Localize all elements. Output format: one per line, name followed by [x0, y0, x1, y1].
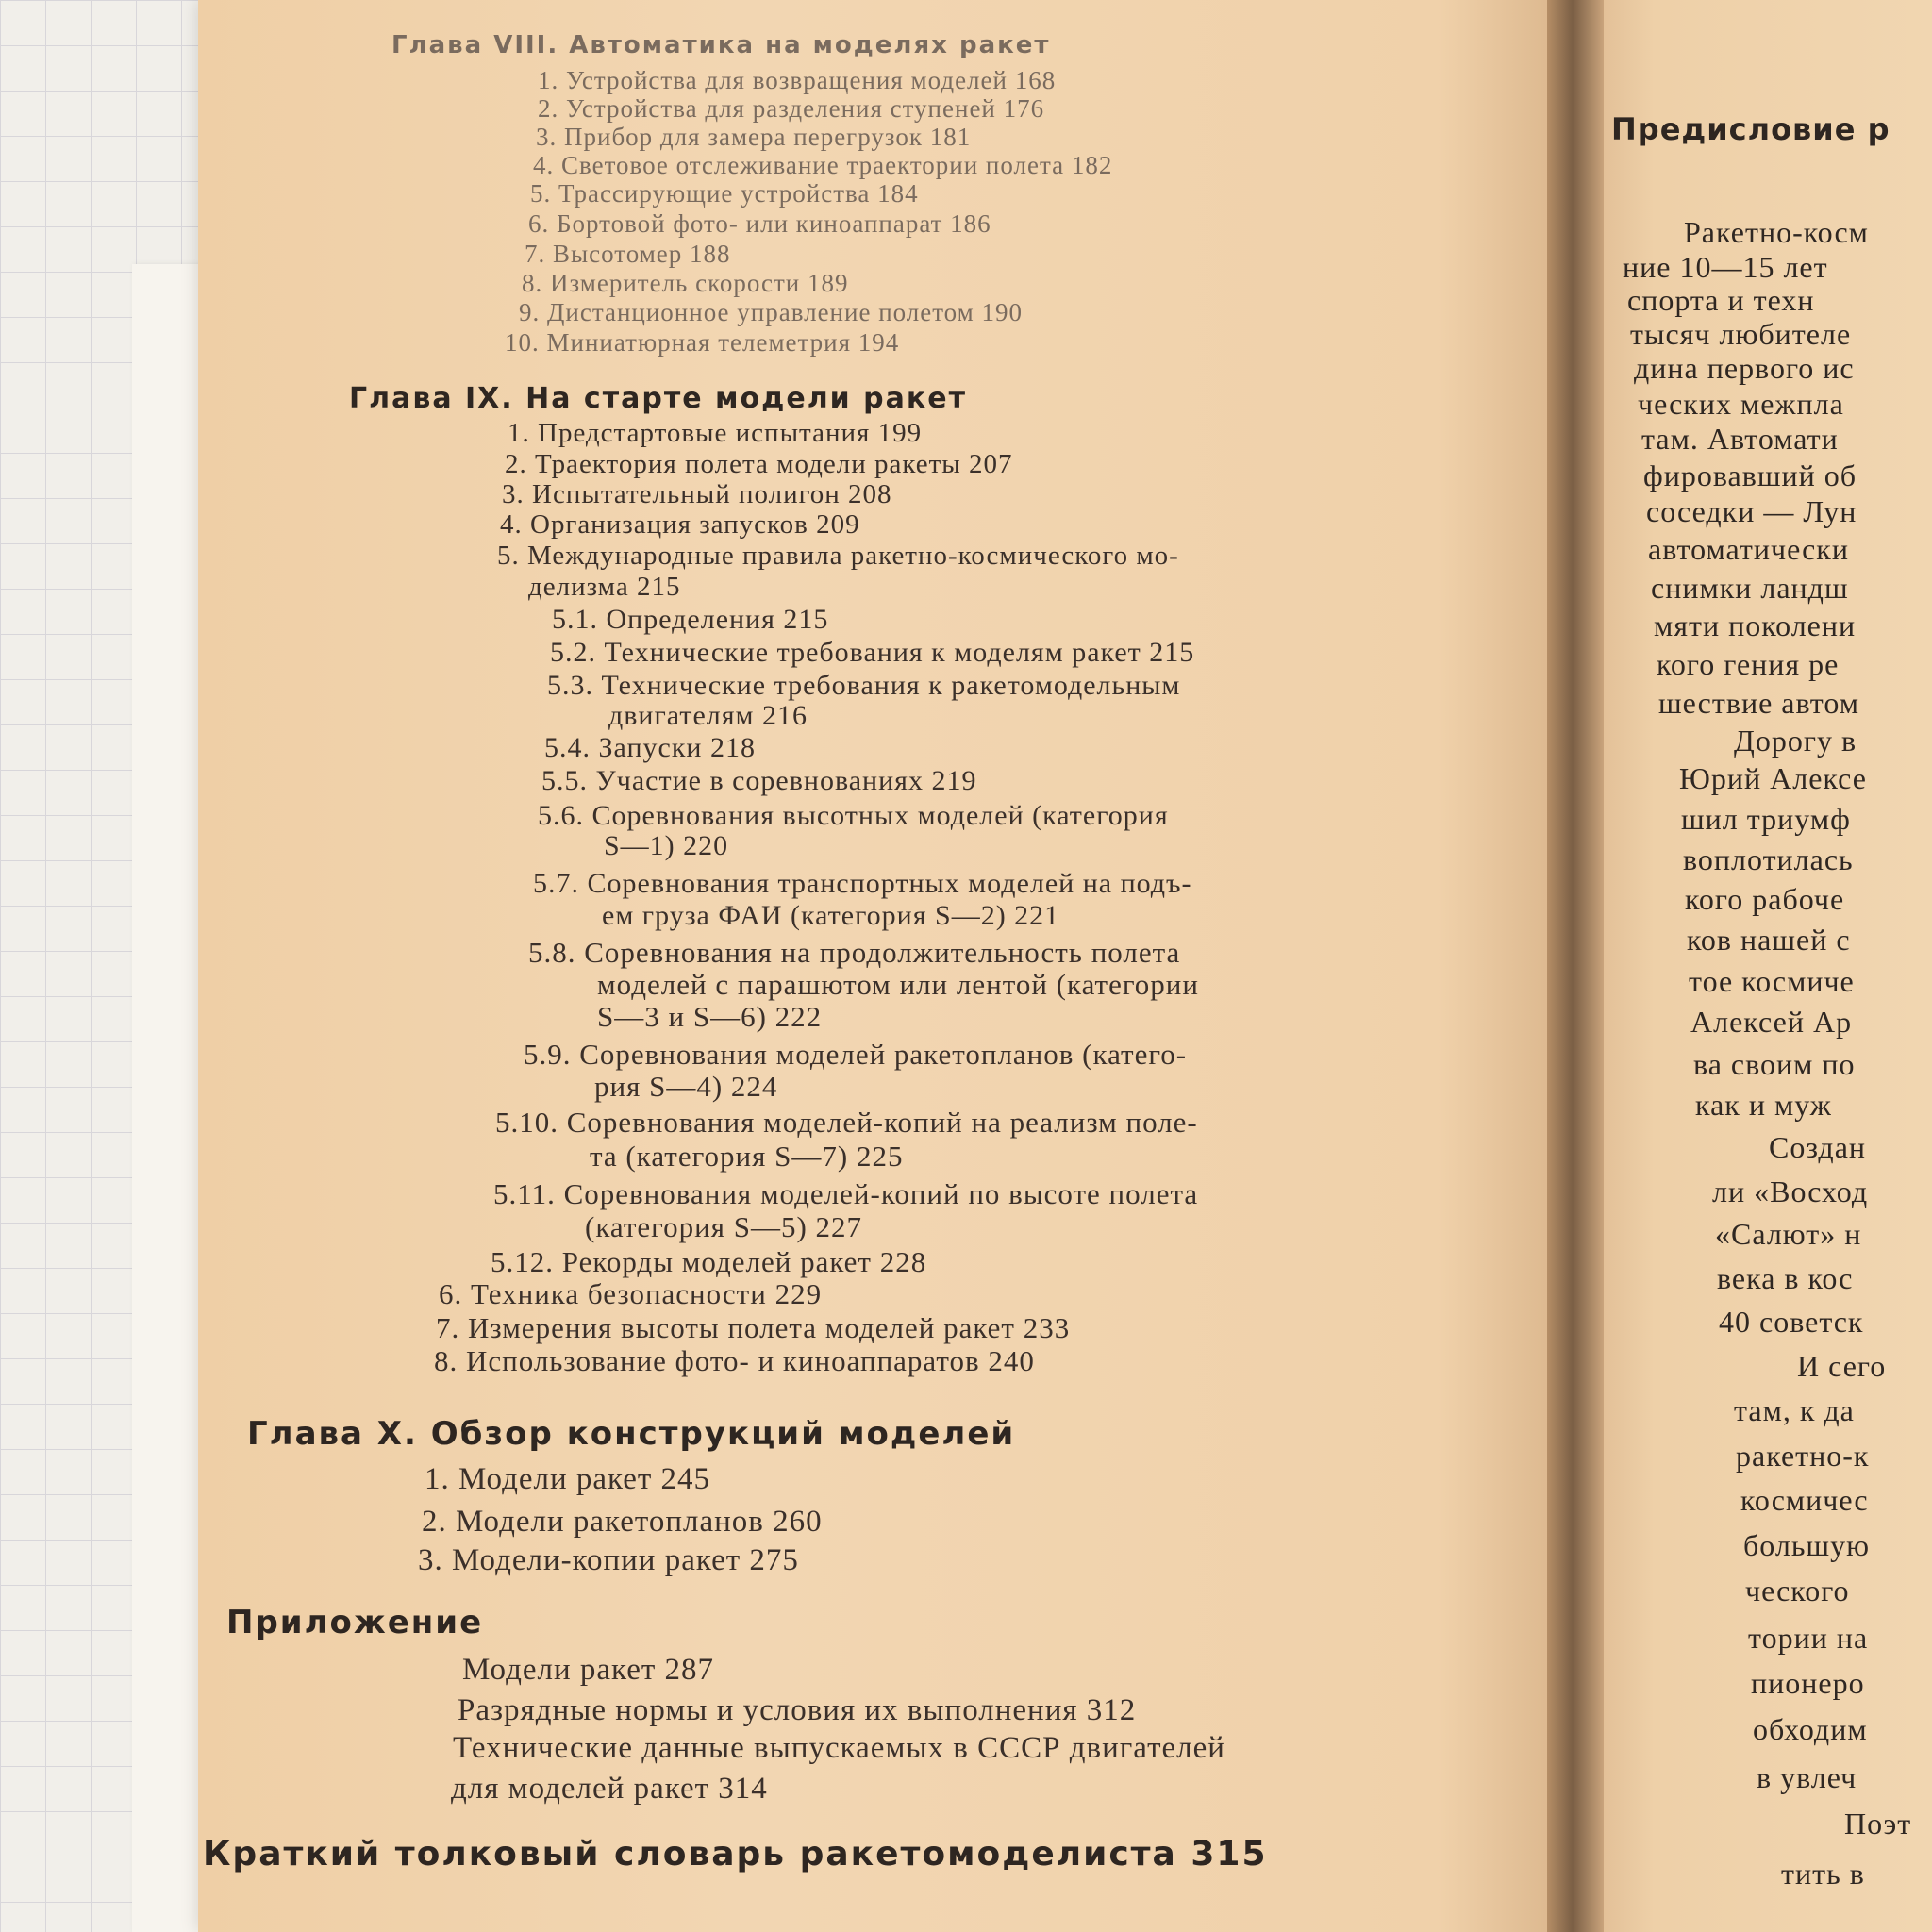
preface-line: И сего	[1797, 1349, 1887, 1383]
toc-item: ем груза ФАИ (категория S—2) 221	[602, 900, 1060, 931]
preface-line: ракетно-к	[1736, 1439, 1870, 1473]
preface-line: Создан	[1769, 1130, 1867, 1164]
chapter-heading: Глава VIII. Автоматика на моделях ракет	[391, 31, 1051, 59]
preface-line: снимки ландш	[1651, 571, 1849, 605]
preface-line: ков нашей с	[1687, 923, 1851, 957]
toc-item: 4. Световое отслеживание траектории полета 182	[533, 151, 1113, 179]
preface-line: воплотилась	[1683, 842, 1854, 876]
preface-line: там, к да	[1734, 1393, 1855, 1427]
toc-item: 3. Модели-копии ракет 275	[418, 1543, 799, 1577]
toc-item: 5.4. Запуски 218	[544, 732, 756, 763]
toc-item: 7. Измерения высоты полета моделей ракет 233	[436, 1311, 1071, 1344]
toc-item: для моделей ракет 314	[451, 1772, 768, 1806]
preface-line: ческих межпла	[1638, 387, 1844, 421]
glossary-heading: Краткий толковый словарь ракетомоделиста 315	[203, 1835, 1268, 1874]
toc-item: 3. Прибор для замера перегрузок 181	[536, 123, 972, 151]
toc-item: Модели ракет 287	[462, 1653, 715, 1687]
preface-line: кого гения ре	[1657, 647, 1840, 681]
toc-item: 5. Международные правила ракетно-космического мо-	[497, 541, 1179, 571]
preface-line: века в кос	[1717, 1261, 1854, 1295]
toc-item: 3. Испытательный полигон 208	[502, 479, 892, 509]
toc-item: 5.12. Рекорды моделей ракет 228	[491, 1245, 927, 1278]
toc-item: S—1) 220	[604, 830, 729, 861]
preface-line: тории на	[1748, 1621, 1869, 1655]
toc-item: делизма 215	[528, 572, 681, 602]
preface-heading: Предисловие р	[1611, 111, 1890, 147]
toc-item: 1. Модели ракет 245	[425, 1462, 711, 1496]
preface-line: фировавший об	[1643, 458, 1857, 492]
toc-item: 6. Бортовой фото- или киноаппарат 186	[528, 209, 991, 238]
toc-item: 4. Организация запусков 209	[500, 509, 860, 540]
toc-item: 1. Устройства для возвращения моделей 168	[538, 66, 1057, 94]
preface-line: шил триумф	[1681, 802, 1851, 836]
preface-line: 40 советск	[1719, 1305, 1864, 1339]
preface-line: там. Автомати	[1641, 422, 1839, 456]
toc-item: 2. Траектория полета модели ракеты 207	[505, 449, 1013, 479]
preface-line: тить в	[1781, 1857, 1865, 1890]
preface-line: ли «Восход	[1712, 1174, 1869, 1208]
preface-line: кого рабоче	[1685, 882, 1845, 916]
preface-line: Юрий Алексе	[1679, 761, 1867, 795]
toc-item: та (категория S—7) 225	[590, 1140, 904, 1173]
toc-item: 5.6. Соревнования высотных моделей (категория	[538, 800, 1169, 831]
toc-item: 5.3. Технические требования к ракетомодельным	[547, 670, 1181, 701]
preface-line: как и муж	[1695, 1088, 1832, 1122]
toc-item: Разрядные нормы и условия их выполнения 312	[458, 1693, 1137, 1727]
toc-item: моделей с парашютом или лентой (категории	[597, 968, 1199, 1001]
toc-item: 7. Высотомер 188	[525, 240, 731, 268]
toc-item: двигателям 216	[608, 700, 808, 731]
preface-line: тысяч любителе	[1630, 317, 1852, 351]
preface-line: Поэт	[1844, 1807, 1912, 1840]
toc-item: 5.2. Технические требования к моделям ракет 215	[550, 637, 1195, 668]
preface-line: пионеро	[1751, 1666, 1865, 1700]
toc-item: S—3 и S—6) 222	[597, 1000, 823, 1033]
preface-line: спорта и техн	[1627, 283, 1815, 317]
toc-item: 5.11. Соревнования моделей-копий по высоте полета	[493, 1177, 1199, 1210]
appendix-heading: Приложение	[226, 1604, 484, 1641]
toc-item: Технические данные выпускаемых в СССР двигателей	[453, 1731, 1225, 1765]
toc-item: 9. Дистанционное управление полетом 190	[519, 298, 1024, 326]
preface-line: шествие автом	[1658, 686, 1859, 720]
preface-line: автоматически	[1648, 532, 1849, 566]
preface-line: ние 10—15 лет	[1623, 250, 1828, 284]
chapter-heading: Глава IX. На старте модели ракет	[349, 382, 967, 415]
toc-item: 8. Измеритель скорости 189	[522, 269, 849, 297]
preface-line: Дорогу в	[1734, 724, 1857, 758]
preface-line: дина первого ис	[1634, 351, 1855, 385]
toc-item: 5. Трассирующие устройства 184	[530, 179, 919, 208]
preface-line: Ракетно-косм	[1684, 215, 1869, 249]
toc-item: 5.5. Участие в соревнованиях 219	[541, 765, 977, 796]
toc-item: 2. Модели ракетопланов 260	[422, 1505, 823, 1539]
preface-line: в увлеч	[1757, 1760, 1857, 1794]
toc-item: 2. Устройства для разделения ступеней 176	[538, 94, 1045, 123]
preface-line: ческого	[1745, 1574, 1850, 1607]
toc-item: 5.7. Соревнования транспортных моделей на подъ-	[533, 868, 1192, 899]
toc-item: 10. Миниатюрная телеметрия 194	[505, 328, 900, 357]
toc-item: 5.1. Определения 215	[552, 604, 829, 635]
toc-item: рия S—4) 224	[594, 1070, 778, 1103]
chapter-heading: Глава X. Обзор конструкций моделей	[247, 1415, 1016, 1453]
preface-line: Алексей Ар	[1690, 1005, 1853, 1039]
toc-item: 8. Использование фото- и киноаппаратов 240	[434, 1344, 1035, 1377]
preface-line: космичес	[1740, 1483, 1869, 1517]
preface-line: обходим	[1753, 1712, 1868, 1746]
toc-item: 5.10. Соревнования моделей-копий на реализм поле-	[495, 1106, 1198, 1139]
preface-line: мяти поколени	[1654, 608, 1857, 642]
preface-line: большую	[1743, 1528, 1870, 1562]
toc-item: 6. Техника безопасности 229	[439, 1277, 823, 1310]
toc-item: (категория S—5) 227	[585, 1210, 863, 1243]
toc-item: 5.9. Соревнования моделей ракетопланов (катего-	[524, 1038, 1188, 1071]
preface-line: тое космиче	[1689, 964, 1855, 998]
toc-item: 5.8. Соревнования на продолжительность полета	[528, 936, 1181, 969]
preface-line: «Салют» н	[1715, 1217, 1862, 1251]
toc-item: 1. Предстартовые испытания 199	[508, 418, 923, 448]
preface-line: ва своим по	[1693, 1047, 1856, 1081]
preface-line: соседки — Лун	[1646, 494, 1857, 528]
